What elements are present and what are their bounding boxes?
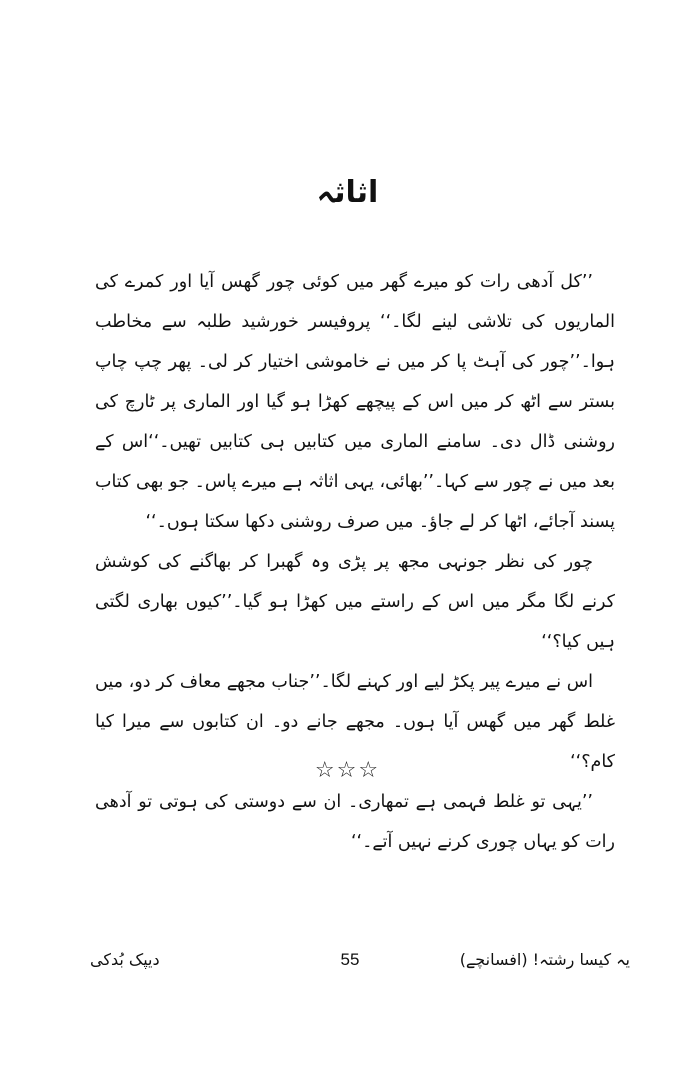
- story-title: اثاثہ: [316, 175, 379, 210]
- page-number: 55: [340, 950, 360, 969]
- paragraph-1: ’’کل آدھی رات کو میرے گھر میں کوئی چور گھس آیا اور کمرے کی الماریوں کی تلاشی لینے لگا۔‘‘ پروفیسر خورشید طلبہ سے مخاطب ہوا۔’’چور کی آہٹ پا کر میں نے خاموشی اختیار کر لی۔ پھر چپ چاپ بستر سے اٹھ کر میں اس کے پیچھے کھڑا ہو گیا اور الماری پر ٹارچ کی روشنی ڈال دی۔ سامنے الماری میں کتابیں ہی کتابیں تھیں۔‘‘اس کے بعد میں نے چور سے کہا۔’’بھائی، یہی اثاثہ ہے میرے پاس۔ جو بھی کتاب پسند آجائے، اٹھا کر لے جاؤ۔ میں صرف روشنی دکھا سکتا ہوں۔‘‘: [95, 272, 615, 532]
- paragraph-3: اس نے میرے پیر پکڑ لیے اور کہنے لگا۔’’جناب مجھے معاف کر دو، میں غلط گھر میں گھس آیا ہوں۔ مجھے جانے دو۔ ان کتابوں سے میرا کیا کام؟‘‘: [95, 672, 615, 772]
- footer-author: دیپک بُدکی: [90, 950, 160, 969]
- paragraph-4: ’’یہی تو غلط فہمی ہے تمھاری۔ ان سے دوستی کی ہوتی تو آدھی رات کو یہاں چوری کرنے نہیں آتے۔‘‘: [95, 792, 615, 852]
- section-separator-stars: ☆☆☆: [314, 758, 381, 783]
- page-footer: [90, 950, 630, 980]
- footer-book-title: یہ کیسا رشتہ! (افسانچے): [459, 950, 630, 969]
- paragraph-2: چور کی نظر جونہی مجھ پر پڑی وہ گھبرا کر بھاگنے کی کوشش کرنے لگا مگر میں اس کے راستے میں کھڑا ہو گیا۔’’کیوں بھاری لگتی ہیں کیا؟‘‘: [95, 552, 615, 652]
